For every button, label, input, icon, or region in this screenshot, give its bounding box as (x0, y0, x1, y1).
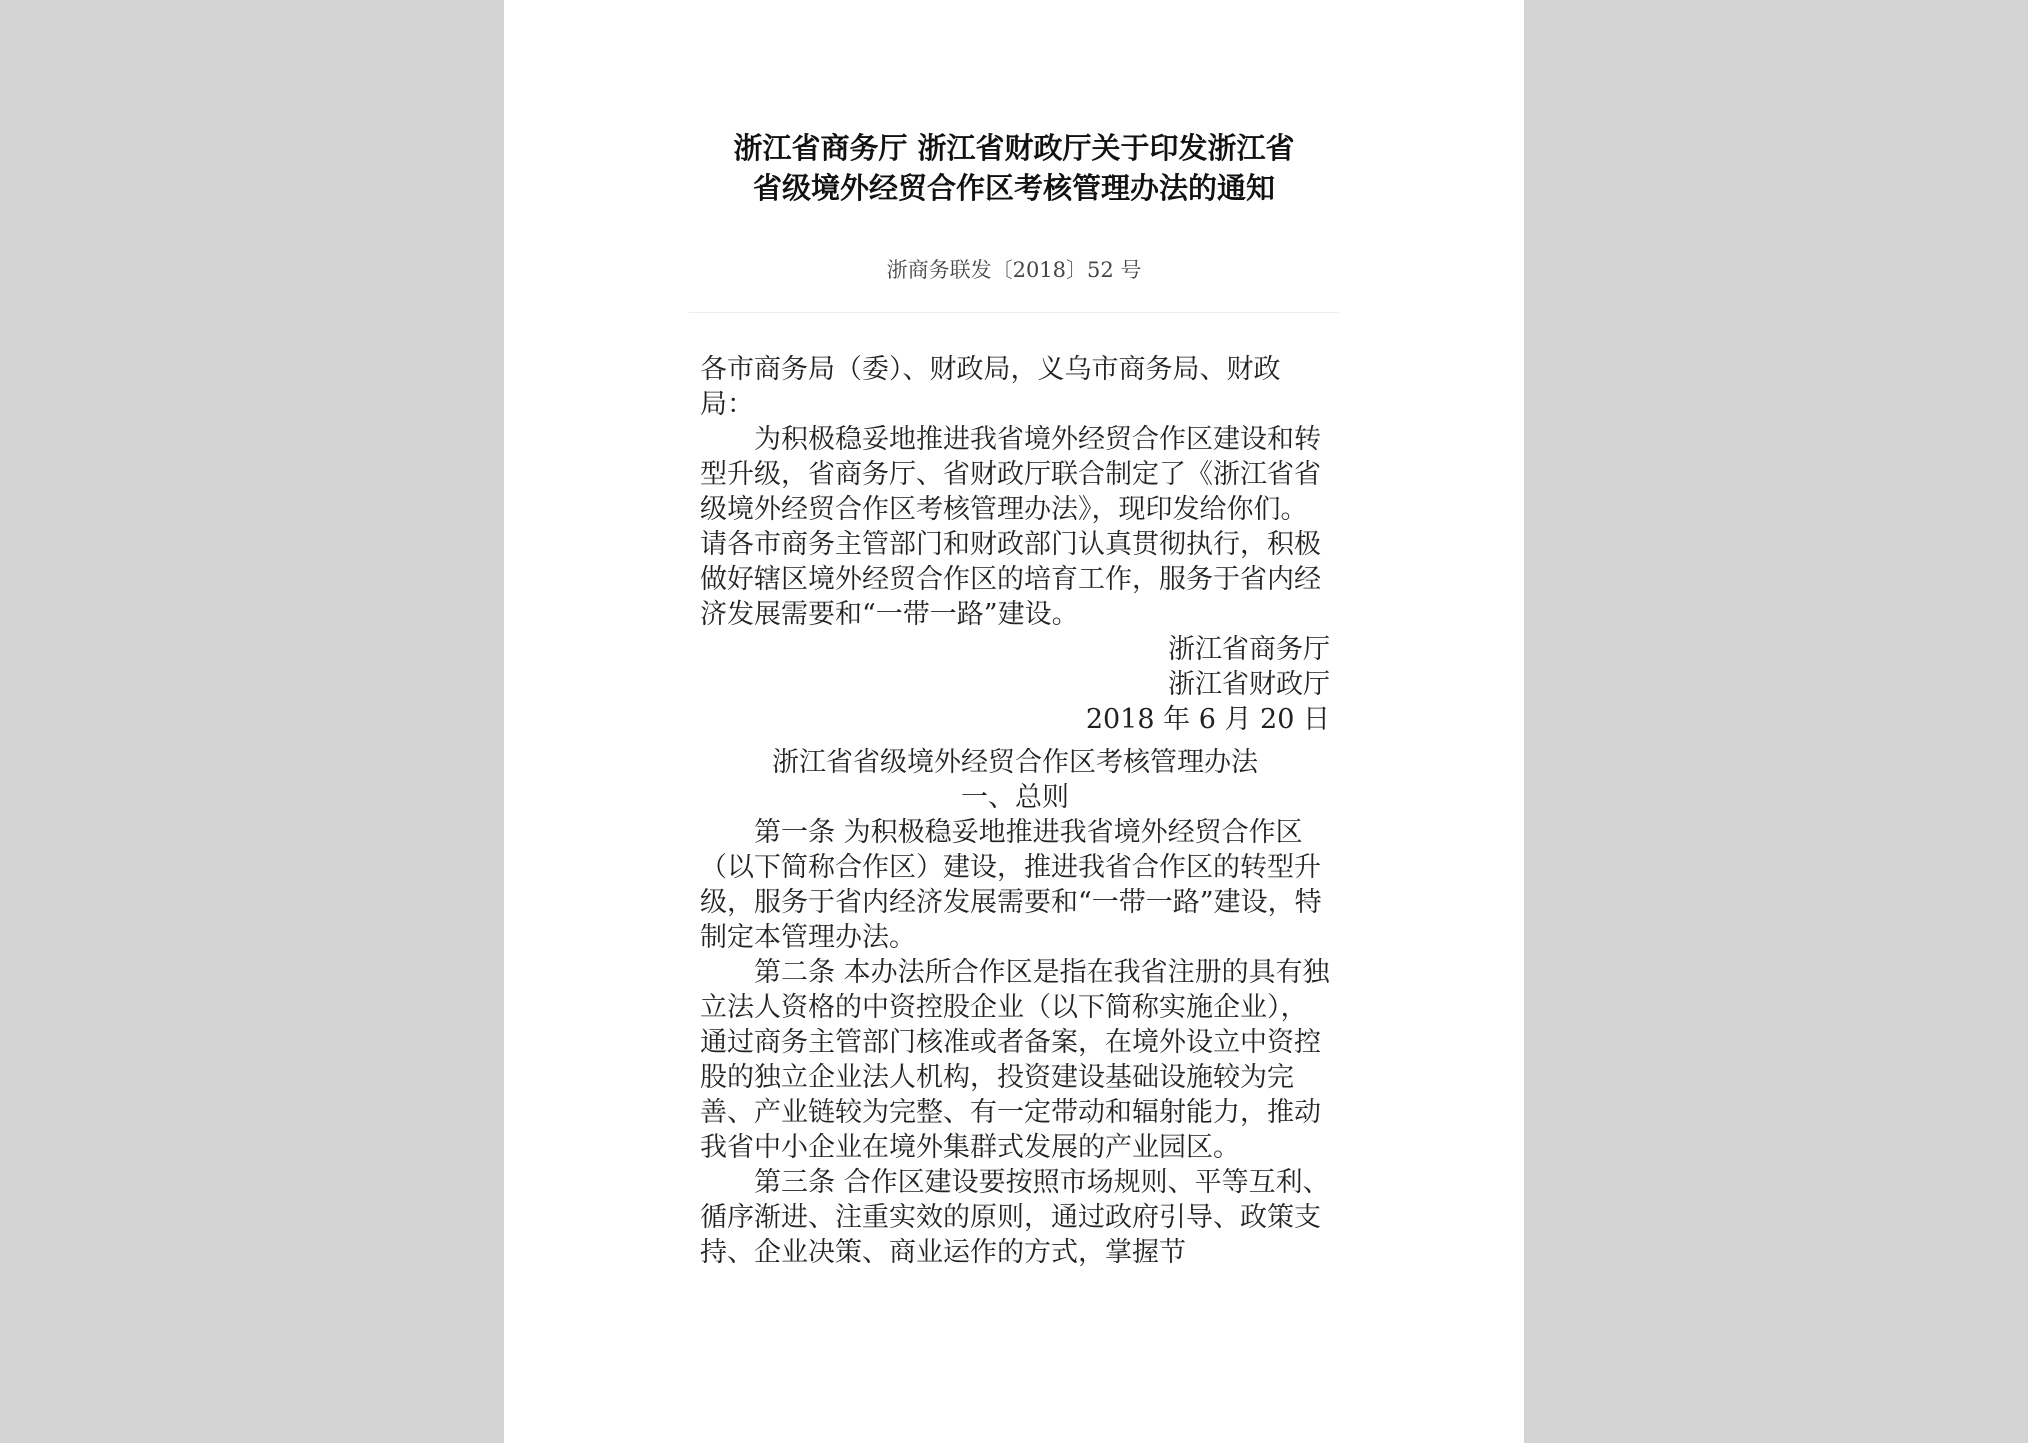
measures-title: 浙江省省级境外经贸合作区考核管理办法 (772, 747, 1258, 778)
issue-date: 2018 年 6 月 20 日 (1085, 704, 1330, 735)
title-line-1: 浙江省商务厅 浙江省财政厅关于印发浙江省 (733, 131, 1295, 165)
notice-paragraph: 为积极稳妥地推进我省境外经贸合作区建设和转型升级，省商务厅、省财政厅联合制定了《浙江省省级境外经贸合作区考核管理办法》，现印发给你们。请各市商务主管部门和财政部门认真贯彻执行，积极做好辖区境外经贸合作区的培育工作，服务于省内经济发展需要和“一带一路”建设。 (700, 424, 1321, 630)
article-2: 第二条 本办法所合作区是指在我省注册的具有独立法人资格的中资控股企业（以下简称实施企业），通过商务主管部门核准或者备案，在境外设立中资控股的独立企业法人机构，投资建设基础设施较为完善、产业链较为完整、有一定带动和辐射能力，推动我省中小企业在境外集群式发展的产业园区。 (700, 957, 1330, 1163)
salutation: 各市商务局（委）、财政局，义乌市商务局、财政局： (700, 354, 1281, 420)
document-body (700, 352, 1330, 1270)
document-number: 浙商务联发〔2018〕52 号 (886, 258, 1142, 282)
title-line-2: 省级境外经贸合作区考核管理办法的通知 (752, 171, 1275, 205)
section-heading: 一、总则 (961, 782, 1069, 813)
divider (689, 312, 1339, 313)
article-1: 第一条 为积极稳妥地推进我省境外经贸合作区（以下简称合作区）建设，推进我省合作区的转型升级，服务于省内经济发展需要和“一带一路”建设，特制定本管理办法。 (700, 817, 1322, 953)
article-3: 第三条 合作区建设要按照市场规则、平等互利、循序渐进、注重实效的原则，通过政府引导、政策支持、企业决策、商业运作的方式，掌握节 (700, 1167, 1330, 1268)
signatory-finance: 浙江省财政厅 (1168, 669, 1330, 700)
signatory-commerce: 浙江省商务厅 (1168, 634, 1330, 665)
document-page (504, 0, 1524, 1443)
document-title (504, 128, 1524, 208)
